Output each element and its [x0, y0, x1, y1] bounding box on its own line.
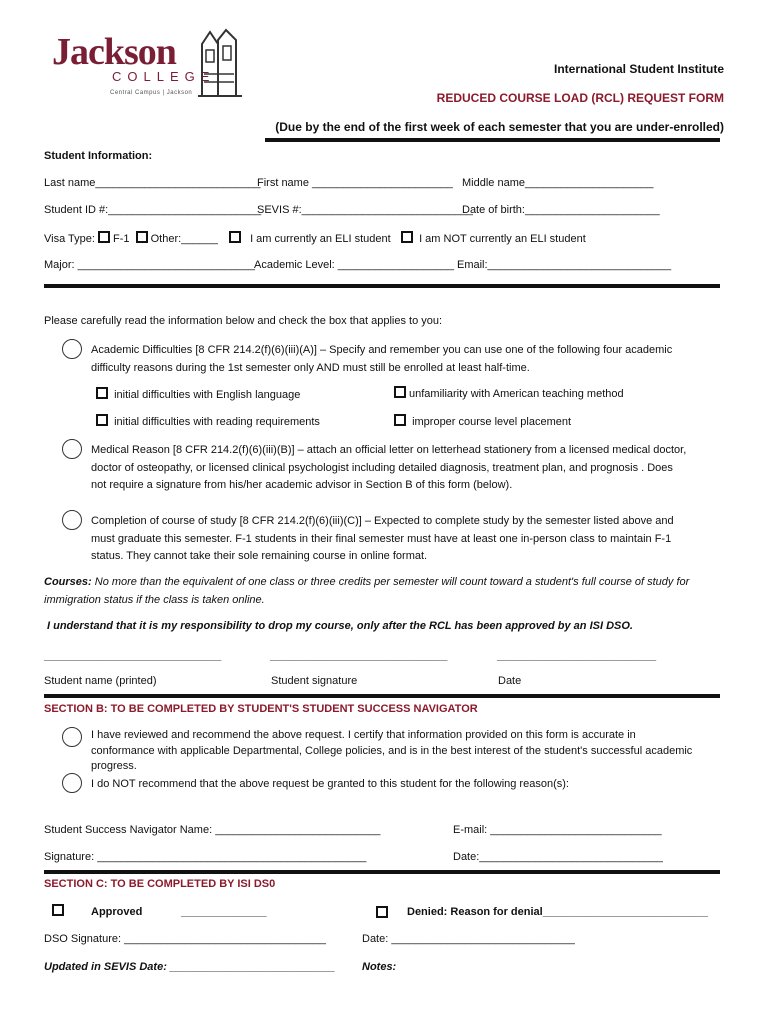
medical-line-1: Medical Reason [8 CFR 214.2(f)(6)(iii)(B)] – attach an official letter on letterhead stationery from a licensed medical doctor, — [91, 444, 687, 456]
reason-teaching-checkbox[interactable] — [394, 386, 406, 398]
completion-text — [91, 513, 731, 566]
student-info-heading: Student Information: — [44, 150, 153, 162]
approved-checkbox[interactable] — [52, 904, 64, 916]
medical-line-2: doctor of osteopathy, or licensed clinical psychologist including detailed diagnosis, treatment plan, and prognosis . Does — [91, 461, 673, 474]
dso-date-field[interactable]: Date: ______________________________ — [362, 933, 575, 945]
student-signature-label: Student signature — [271, 675, 358, 687]
courses-line-2: immigration status if the class is taken online. — [44, 593, 265, 606]
recommend-line-2: conformance with applicable Departmental, College policies, and is in the best interest of the student's successful academic — [91, 744, 693, 757]
updated-sevis-field[interactable]: Updated in SEVIS Date: ___________________________ — [44, 961, 336, 973]
completion-line-2: must graduate this semester. F-1 students in their final semester must have at least one in-person class to maintain F-1 — [91, 532, 672, 545]
form-title: REDUCED COURSE LOAD (RCL) REQUEST FORM — [436, 91, 724, 105]
navigator-date-field[interactable]: Date:______________________________ — [453, 851, 663, 863]
visa-type-row — [44, 231, 218, 245]
sevis-field[interactable]: SEVIS #:____________________________ — [257, 204, 473, 216]
first-name-field[interactable]: First name _______________________ — [257, 177, 453, 189]
student-name-label: Student name (printed) — [44, 675, 157, 687]
courses-note — [44, 574, 734, 609]
instructions-text: Please carefully read the information below and check the box that applies to you: — [44, 315, 443, 327]
eli-no-label: I am NOT currently an ELI student — [419, 233, 586, 245]
notes-label: Notes: — [362, 961, 397, 973]
date-label: Date — [498, 675, 522, 687]
denied-option[interactable] — [376, 906, 391, 920]
student-info-rule — [44, 284, 720, 288]
approved-option[interactable] — [52, 904, 67, 918]
academic-difficulties-radio[interactable] — [62, 339, 82, 359]
eli-yes-option[interactable] — [229, 231, 391, 245]
last-name-field[interactable]: Last name___________________________ — [44, 177, 261, 189]
section-b-heading: SECTION B: TO BE COMPLETED BY STUDENT'S STUDENT SUCCESS NAVIGATOR — [44, 703, 478, 715]
denied-field[interactable]: Denied: Reason for denial___________________________ — [407, 906, 708, 918]
approved-label: Approved — [91, 906, 143, 918]
middle-name-field[interactable]: Middle name_____________________ — [462, 177, 654, 189]
eli-no-checkbox[interactable] — [401, 231, 413, 243]
student-signature-line[interactable]: _____________________________ — [270, 650, 448, 662]
student-name-line[interactable]: _____________________________ — [44, 650, 222, 662]
email-field[interactable]: Email:______________________________ — [457, 259, 672, 271]
institute-name: International Student Institute — [554, 62, 724, 76]
date-line[interactable]: __________________________ — [497, 650, 657, 662]
medical-reason-radio[interactable] — [62, 439, 82, 459]
reason-placement-checkbox[interactable] — [394, 414, 406, 426]
logo-college-text: COLLEGE — [112, 69, 216, 84]
reason-placement-label: improper course level placement — [412, 416, 572, 428]
academic-line-2: difficulty reasons during the 1st semester only AND must still be enrolled at least half-time. — [91, 361, 530, 374]
recommend-line-3: progress. — [91, 760, 137, 772]
reason-teaching-option[interactable] — [394, 386, 624, 400]
reason-english-checkbox[interactable] — [96, 387, 108, 399]
completion-line-3: status. They cannot take their sole remaining course in online format. — [91, 550, 428, 562]
recommend-radio[interactable] — [62, 727, 82, 747]
deadline-note: (Due by the end of the first week of each semester that you are under-enrolled) — [275, 120, 724, 134]
responsibility-statement: I understand that it is my responsibility to drop my course, only after the RCL has been approved by an ISI DSO. — [47, 620, 633, 632]
completion-radio[interactable] — [62, 510, 82, 530]
academic-line-1: Academic Difficulties [8 CFR 214.2(f)(6)(iii)(A)] – Specify and remember you can use one of the following four academic — [91, 344, 673, 356]
eli-no-option[interactable] — [401, 231, 586, 245]
courses-line-1: No more than the equivalent of one class or three credits per semester will count toward a student's full course of study for — [91, 576, 690, 588]
visa-type-label: Visa Type: — [44, 233, 95, 245]
section-c-rule — [44, 870, 720, 874]
approved-blank[interactable]: ______________ — [181, 906, 267, 918]
recommend-line-1: I have reviewed and recommend the above request. I certify that information provided on this form is accurate in — [91, 729, 636, 741]
navigator-signature-field[interactable]: Signature: ____________________________________________ — [44, 851, 367, 863]
navigator-email-field[interactable]: E-mail: ____________________________ — [453, 824, 662, 836]
logo-campus-text: Central Campus | Jackson — [110, 90, 193, 96]
visa-f1-label: F-1 — [113, 233, 130, 245]
academic-difficulties-text — [91, 342, 731, 377]
denied-checkbox[interactable] — [376, 906, 388, 918]
navigator-name-field[interactable]: Student Success Navigator Name: ___________________________ — [44, 824, 381, 836]
reason-placement-option[interactable] — [394, 414, 571, 428]
student-id-field[interactable]: Student ID #:_________________________ — [44, 204, 262, 216]
visa-other-checkbox[interactable] — [136, 231, 148, 243]
logo-wordmark: Jackson — [52, 31, 176, 73]
not-recommend-radio[interactable] — [62, 773, 82, 793]
eli-yes-checkbox[interactable] — [229, 231, 241, 243]
recommend-text — [91, 728, 731, 775]
medical-line-3: not require a signature from his/her academic advisor in Section B of this form (below). — [91, 479, 513, 491]
completion-line-1: Completion of course of study [8 CFR 214.2(f)(6)(iii)(C)] – Expected to complete study by the semester listed above and — [91, 515, 674, 527]
medical-reason-text — [91, 442, 731, 495]
reason-english-label: initial difficulties with English language — [114, 389, 301, 401]
reason-teaching-label: unfamiliarity with American teaching method — [409, 388, 624, 400]
eli-yes-label: I am currently an ELI student — [250, 233, 391, 245]
section-c-heading: SECTION C: TO BE COMPLETED BY ISI DS0 — [44, 878, 276, 890]
header-rule — [265, 138, 720, 142]
courses-label: Courses: — [44, 576, 92, 588]
reason-reading-label: initial difficulties with reading requirements — [114, 416, 320, 428]
not-recommend-text: I do NOT recommend that the above request be granted to this student for the following reason(s): — [91, 778, 569, 790]
dso-signature-field[interactable]: DSO Signature: _________________________________ — [44, 933, 326, 945]
reason-reading-checkbox[interactable] — [96, 414, 108, 426]
visa-f1-checkbox[interactable] — [98, 231, 110, 243]
tower-logo-icon — [196, 26, 242, 98]
section-b-rule — [44, 694, 720, 698]
major-field[interactable]: Major: _____________________________ — [44, 259, 256, 271]
academic-level-field[interactable]: Academic Level: ___________________ — [254, 259, 454, 271]
dob-field[interactable]: Date of birth:______________________ — [462, 204, 660, 216]
visa-other-field[interactable]: Other:______ — [150, 233, 218, 245]
reason-reading-option[interactable] — [96, 414, 320, 428]
reason-english-option[interactable] — [96, 387, 300, 401]
